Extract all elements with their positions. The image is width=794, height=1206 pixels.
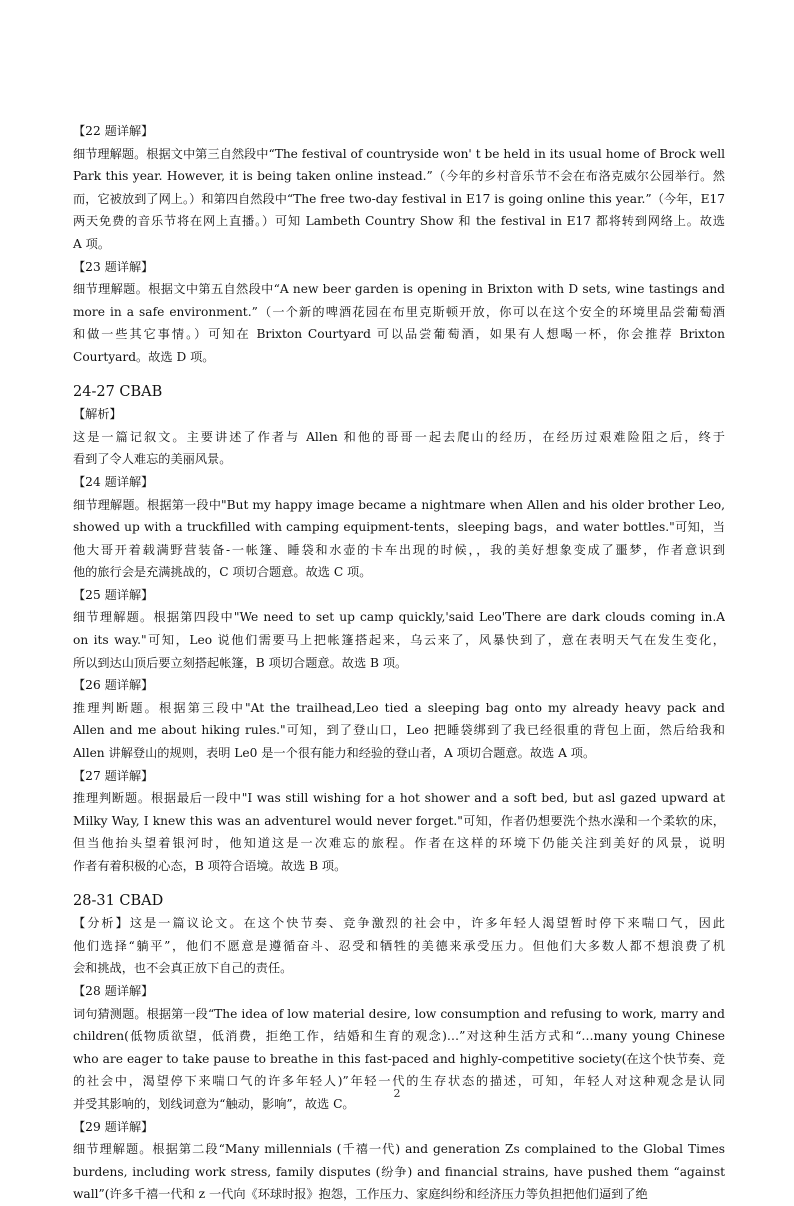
text-line: 推理判断题。根据第三段中"At the trailhead,Leo tied a sleeping bag onto my already heavy pack and xyxy=(73,700,725,715)
section-1 xyxy=(73,381,725,878)
text-line: 细节理解题。根据文中第五自然段中“A new beer garden is opening in Brixton with D sets, wine tastings and xyxy=(73,282,725,297)
question-label: 【27 题详解】 xyxy=(73,768,154,783)
text-line: 这是一篇记叙文。主要讲述了作者与 Allen 和他的哥哥一起去爬山的经历，在经历过艰难险阻之后，终于 xyxy=(73,429,725,444)
section-2 xyxy=(73,890,725,1206)
text-line: 细节理解题。根据第四段中"We need to set up camp quickly,'said Leo'There are dark clouds coming in.A xyxy=(73,610,725,625)
text-line: Courtyard。故选 D 项。 xyxy=(73,349,215,364)
text-line: 而，它被放到了网上。）和第四自然段中“The free two-day festival in E17 is going online this year.”（今年，E17 xyxy=(73,191,725,206)
question-label: 【29 题详解】 xyxy=(73,1119,154,1134)
text-line: Allen and me about hiking rules."可知，到了登山口，Leo 把睡袋绑到了我已经很重的背包上面，然后给我和 xyxy=(73,723,725,738)
document-body xyxy=(73,120,725,1206)
text-line: who are eager to take pause to breathe in this fast-paced and highly-competitive society(在这个快节奏、竞 xyxy=(73,1051,725,1066)
question-label: 【22 题详解】 xyxy=(73,124,154,138)
question-label: 【25 题详解】 xyxy=(73,587,154,602)
text-line: 推理判断题。根据最后一段中"I was still wishing for a hot shower and a soft bed, but asl gazed upward at xyxy=(73,791,725,806)
text-line: 作者有着积极的心态，B 项符合语境。故选 B 项。 xyxy=(73,859,347,873)
text-line: 细节理解题。根据第一段中"But my happy image became a nightmare when Allen and his older brother Leo, xyxy=(73,497,725,512)
section-heading: 28-31 CBAD xyxy=(73,892,164,909)
section-0 xyxy=(73,120,725,369)
question-label: 【23 题详解】 xyxy=(73,259,154,274)
page-number: 2 xyxy=(393,1087,401,1100)
text-line: 但当他抬头望着银河时，他知道这是一次难忘的旅程。作者在这样的环境下仍能关注到美好的风景，说明 xyxy=(73,836,725,851)
text-line: 会和挑战，也不会真正放下自己的责任。 xyxy=(73,961,293,976)
text-line: 词句猜测题。根据第一段“The idea of low material desire, low consumption and refusing to work, marry and xyxy=(73,1006,725,1021)
text-line: Milky Way, I knew this was an adventurel would never forget."可知，作者仍想要洗个热水澡和一个柔软的床， xyxy=(73,813,725,828)
text-line: on its way."可知，Leo 说他们需要马上把帐篷搭起来，乌云来了，风暴快到了，意在表明天气在发生变化， xyxy=(73,633,725,648)
text-line: burdens, including work stress, family disputes (纷争) and financial strains, have pushed them “against xyxy=(73,1164,725,1179)
text-line: 他的旅行会是充满挑战的，C 项切合题意。故选 C 项。 xyxy=(73,565,372,580)
text-line: wall”(许多千禧一代和 z 一代向《环球时报》抱怨，工作压力、家庭纠纷和经济压力等负担把他们逼到了绝 xyxy=(73,1187,648,1202)
question-label: 【28 题详解】 xyxy=(73,983,154,998)
text-line: more in a safe environment.”（一个新的啤酒花园在布里克斯顿开放，你可以在这个安全的环境里品尝葡萄酒 xyxy=(73,304,725,319)
text-line: 【分析】这是一篇议论文。在这个快节奏、竞争激烈的社会中，许多年轻人渴望暂时停下来喘口气，因此 xyxy=(73,916,725,931)
text-line: 看到了令人难忘的美丽风景。 xyxy=(73,452,232,467)
text-line: A 项。 xyxy=(73,236,111,251)
text-line: children(低物质欲望，低消费，拒绝工作，结婚和生育的观念)…”对这种生活方式和“…many young Chinese xyxy=(73,1029,725,1044)
section-heading: 24-27 CBAB xyxy=(73,383,163,400)
question-label: 【24 题详解】 xyxy=(73,474,154,489)
text-line: 细节理解题。根据文中第三自然段中“The festival of countryside won' t be held in its usual home of Brock well xyxy=(73,146,725,161)
question-label: 【26 题详解】 xyxy=(73,678,154,693)
text-line: 他们选择“躺平”，他们不愿意是遵循奋斗、忍受和牺牲的美德来承受压力。但他们大多数人都不想浪费了机 xyxy=(73,938,725,953)
text-line: 和做一些其它事情。）可知在 Brixton Courtyard 可以品尝葡萄酒，如果有人想喝一杯，你会推荐 Brixton xyxy=(73,327,725,342)
text-line: 并受其影响的，划线词意为“触动，影响”，故选 C。 xyxy=(73,1096,355,1111)
text-line: 两天免费的音乐节将在网上直播。）可知 Lambeth Country Show 和 the festival in E17 都将转到网络上。故选 xyxy=(73,214,725,229)
text-line: 所以到达山顶后要立刻搭起帐篷，B 项切合题意。故选 B 项。 xyxy=(73,655,408,670)
text-line: Park this year. However, it is being taken online instead.”（今年的乡村音乐节不会在布洛克威尔公园举行。然 xyxy=(73,169,725,184)
text-line: Allen 讲解登山的规则，表明 Le0 是一个很有能力和经验的登山者，A 项切合题意。故选 A 项。 xyxy=(73,746,596,761)
text-line: showed up with a truckfilled with camping equipment-tents，sleeping bags，and water bottles."可知，当 xyxy=(73,520,725,535)
text-line: 细节理解题。根据第二段“Many millennials (千禧一代) and generation Zs complained to the Global Times xyxy=(73,1142,725,1157)
question-label: 【解析】 xyxy=(73,407,122,422)
text-line: 的社会中，渴望停下来喘口气的许多年轻人)”年轻一代的生存状态的描述，可知，年轻人对这种观念是认同 xyxy=(73,1074,725,1089)
text-line: 他大哥开着载满野营装备-一帐篷、睡袋和水壶的卡车出现的时候，，我的美好想象变成了噩梦，作者意识到 xyxy=(73,542,725,557)
